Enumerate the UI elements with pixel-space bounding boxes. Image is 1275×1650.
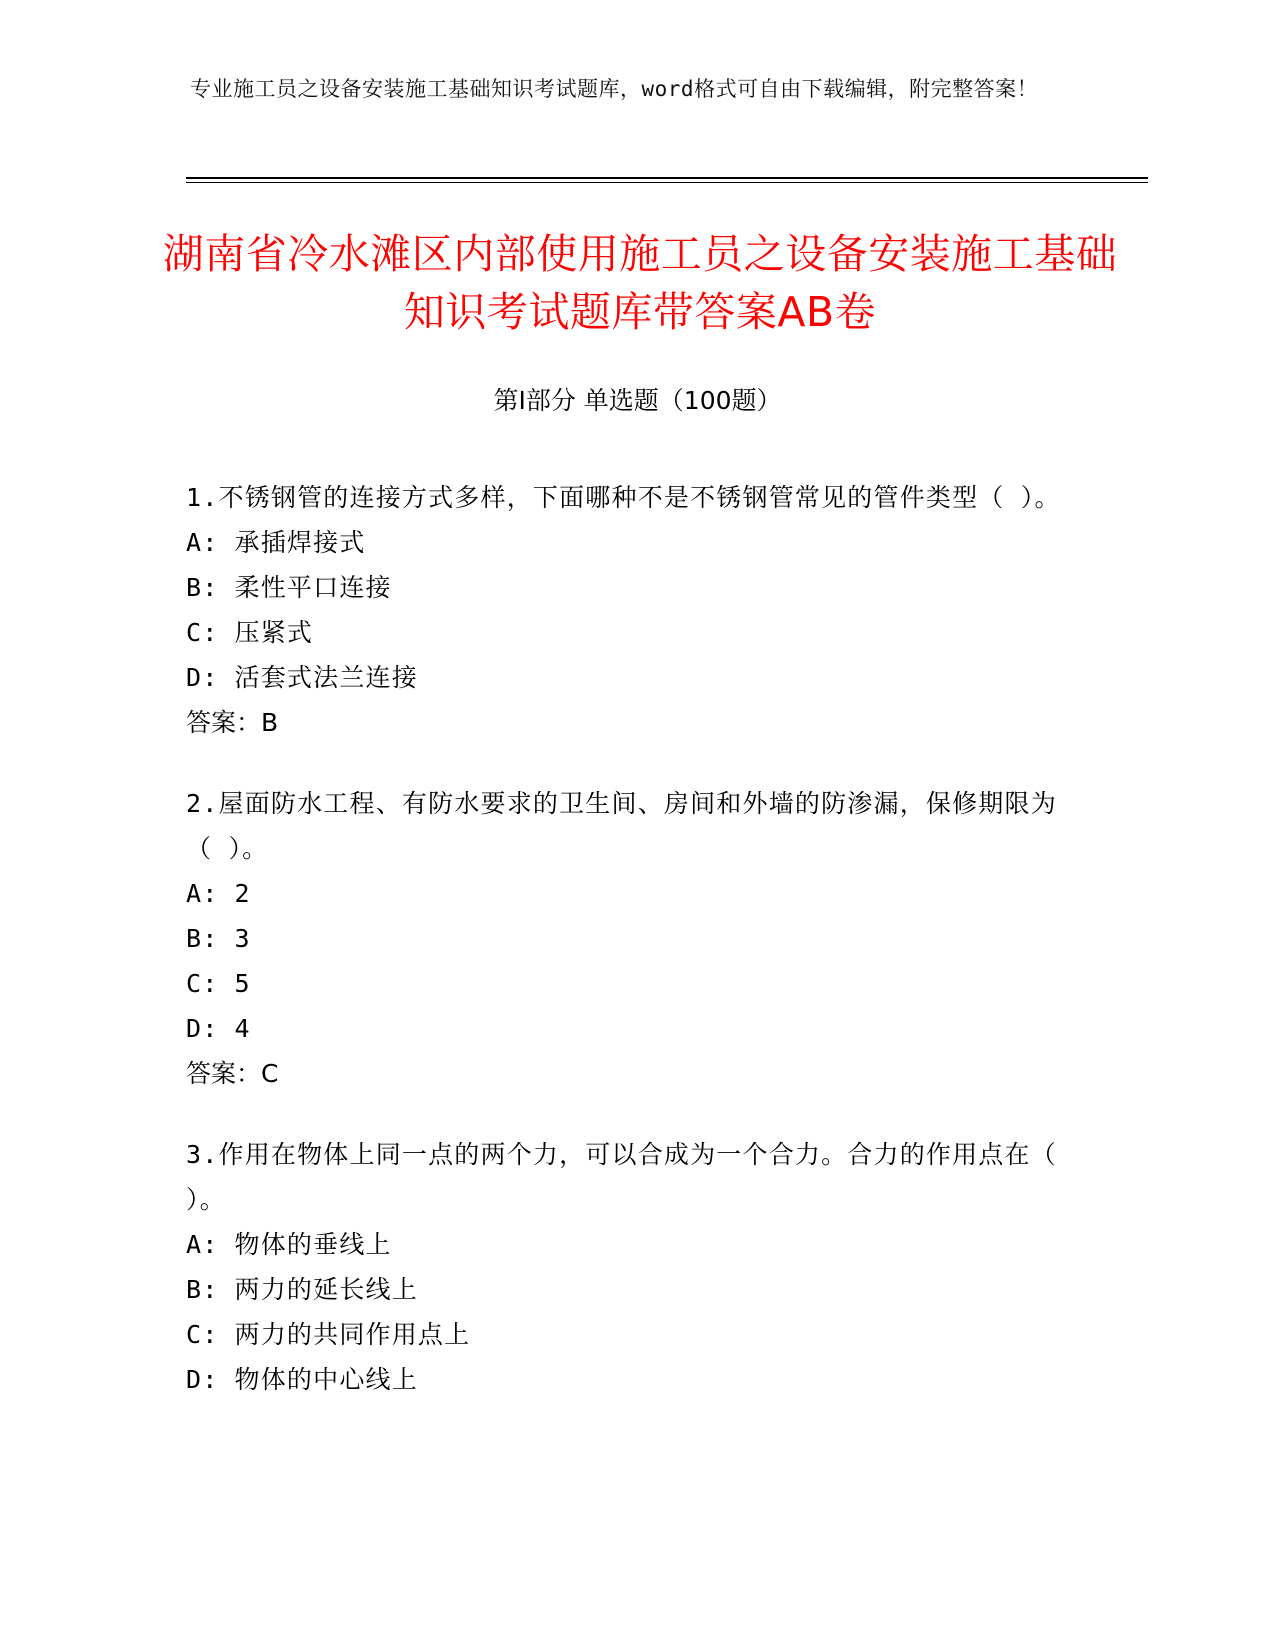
option-text: 承插焊接式: [234, 528, 366, 557]
option-key: C:: [186, 1320, 219, 1349]
option-c: [186, 961, 1066, 1006]
option-key: B:: [186, 1275, 219, 1304]
option-c: [186, 610, 1066, 655]
option-b: [186, 916, 1066, 961]
option-text: 活套式法兰连接: [234, 663, 418, 692]
option-a: [186, 1222, 1066, 1267]
document-title: 湖南省冷水滩区内部使用施工员之设备安装施工基础知识考试题库带答案AB卷: [162, 230, 1118, 336]
option-text: 物体的垂线上: [234, 1230, 392, 1259]
question-item: [186, 475, 1066, 745]
question-stem: 1.不锈钢管的连接方式多样，下面哪种不是不锈钢管常见的管件类型（ ）。: [186, 483, 1061, 512]
section-title: 第Ⅰ部分 单选题（100题）: [493, 386, 782, 415]
option-a: [186, 871, 1066, 916]
header-divider-thick: [186, 177, 1148, 179]
option-key: B:: [186, 924, 219, 953]
header-note: 专业施工员之设备安装施工基础知识考试题库，word格式可自由下载编辑，附完整答案！: [190, 77, 1039, 101]
option-key: A:: [186, 1230, 219, 1259]
option-d: [186, 1006, 1066, 1051]
option-text: 4: [234, 1014, 251, 1043]
option-b: [186, 565, 1066, 610]
question-item: [186, 1132, 1066, 1402]
option-key: B:: [186, 573, 219, 602]
option-text: 两力的延长线上: [234, 1275, 418, 1304]
option-key: A:: [186, 879, 219, 908]
option-text: 物体的中心线上: [234, 1365, 418, 1394]
option-key: A:: [186, 528, 219, 557]
question-stem: 3.作用在物体上同一点的两个力，可以合成为一个合力。合力的作用点在（ ）。: [186, 1140, 1057, 1214]
option-text: 3: [234, 924, 251, 953]
option-b: [186, 1267, 1066, 1312]
answer-line: 答案：B: [186, 708, 279, 737]
option-key: D:: [186, 1014, 219, 1043]
question-stem: 2.屋面防水工程、有防水要求的卫生间、房间和外墙的防渗漏，保修期限为（ ）。: [186, 789, 1057, 863]
option-d: [186, 1357, 1066, 1402]
answer-line: 答案：C: [186, 1059, 279, 1088]
option-key: D:: [186, 663, 219, 692]
option-d: [186, 655, 1066, 700]
option-key: C:: [186, 618, 219, 647]
option-text: 压紧式: [234, 618, 314, 647]
option-key: C:: [186, 969, 219, 998]
header-divider-thin: [186, 182, 1148, 183]
question-list: [186, 475, 1066, 1438]
option-text: 两力的共同作用点上: [234, 1320, 471, 1349]
option-text: 柔性平口连接: [234, 573, 392, 602]
option-a: [186, 520, 1066, 565]
question-item: [186, 781, 1066, 1096]
option-text: 2: [234, 879, 251, 908]
option-c: [186, 1312, 1066, 1357]
option-text: 5: [234, 969, 251, 998]
option-key: D:: [186, 1365, 219, 1394]
